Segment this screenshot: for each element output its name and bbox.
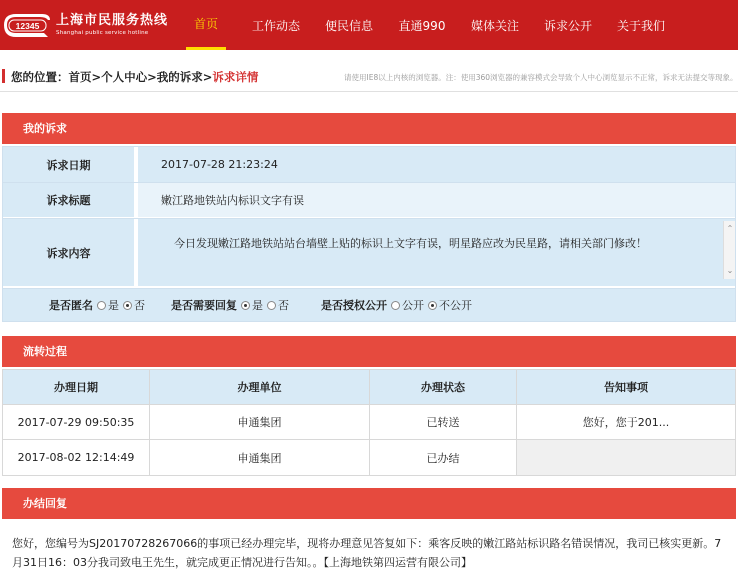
request-date-row — [3, 147, 735, 182]
flow-row1-date: 2017-07-29 09:50:35 — [3, 405, 150, 440]
anonymous-no-text: 否 — [134, 299, 145, 312]
breadcrumb-bar — [0, 60, 738, 92]
public-auth-label: 是否授权公开 — [321, 299, 387, 312]
logo-text — [56, 13, 168, 37]
nav-home[interactable]: 首页 — [186, 0, 226, 50]
logo-subtitle: Shanghai public service hotline — [56, 30, 149, 36]
nav-public-requests[interactable]: 诉求公开 — [543, 18, 592, 33]
request-content-row — [3, 218, 735, 286]
reply-needed-label: 是否需要回复 — [171, 299, 237, 312]
flow-table — [2, 369, 736, 476]
nav-about-us[interactable]: 关于我们 — [616, 18, 665, 33]
reply-needed-option — [171, 289, 289, 321]
scroll-down-arrow-icon[interactable]: ⌄ — [726, 266, 734, 275]
public-auth-option — [321, 289, 472, 321]
flow-row2-unit: 申通集团 — [150, 440, 370, 475]
nav-convenience-info[interactable]: 便民信息 — [324, 18, 373, 33]
content-scrollbar[interactable] — [723, 221, 735, 279]
flow-col-unit: 办理单位 — [150, 370, 370, 405]
breadcrumb-marker — [2, 69, 5, 83]
table-row — [3, 405, 735, 440]
my-request-panel — [2, 146, 736, 322]
anonymous-yes-text: 是 — [108, 299, 119, 312]
nav-media[interactable]: 媒体关注 — [470, 18, 519, 33]
flow-col-date: 办理日期 — [3, 370, 150, 405]
flow-header: 流转过程 — [2, 336, 736, 367]
completion-reply-text: 您好，您编号为SJ20170728267066的事项已经办理完毕，现将办理意见答复如下：乘客反映的嫩江路站标识路名错误情况，我司已核实更新。7月31日16：03分我司致电王先生，就完成更正情况进行告知。。【上海地铁第四运营有限公司】 — [12, 537, 722, 569]
anonymous-option — [49, 289, 145, 321]
top-header — [0, 0, 738, 50]
request-subject-value: 嫩江路地铁站内标识文字有误 — [161, 194, 304, 207]
flow-row2-date: 2017-08-02 12:14:49 — [3, 440, 150, 475]
site-logo[interactable] — [2, 8, 168, 42]
public-no-text: 不公开 — [439, 299, 472, 312]
reply-yes-radio[interactable] — [241, 301, 250, 310]
public-no-radio[interactable] — [428, 301, 437, 310]
logo-number: 12345 — [15, 21, 40, 31]
flow-row2-notice — [517, 440, 735, 475]
breadcrumb-path[interactable]: 您的位置：首页>个人中心>我的诉求> — [11, 70, 213, 84]
flow-table-header — [3, 370, 735, 405]
logo-title: 上海市民服务热线 — [56, 13, 169, 28]
flow-col-notice: 告知事项 — [517, 370, 735, 405]
reply-yes-text: 是 — [252, 299, 263, 312]
nav-direct-990[interactable]: 直通990 — [398, 18, 446, 33]
request-date-label: 诉求日期 — [3, 147, 134, 182]
public-yes-text: 公开 — [402, 299, 424, 312]
main-nav — [186, 0, 671, 50]
public-yes-radio[interactable] — [391, 301, 400, 310]
request-content-box[interactable] — [138, 219, 735, 286]
hotline-logo-badge — [2, 10, 52, 40]
request-content-text: 今日发现嫩江路地铁站站台墙壁上贴的标识上文字有误，明星路应改为民星路，请相关部门修改！ — [174, 237, 647, 250]
request-options-row — [3, 288, 735, 321]
flow-row1-status: 已转送 — [370, 405, 517, 440]
flow-col-status: 办理状态 — [370, 370, 517, 405]
completion-header: 办结回复 — [2, 488, 736, 519]
request-subject-label: 诉求标题 — [3, 183, 134, 217]
scroll-up-arrow-icon[interactable]: ⌃ — [726, 224, 734, 233]
table-row — [3, 440, 735, 475]
anonymous-label: 是否匿名 — [49, 299, 93, 312]
flow-row2-status: 已办结 — [370, 440, 517, 475]
nav-work-updates[interactable]: 工作动态 — [251, 18, 300, 33]
reply-no-text: 否 — [278, 299, 289, 312]
my-request-header: 我的诉求 — [2, 113, 736, 144]
request-subject-row — [3, 182, 735, 217]
request-content-label: 诉求内容 — [3, 219, 134, 286]
browser-notice: 请使用IE8以上内核的浏览器。注：使用360浏览器的兼容模式会导致个人中心浏览显示不正常，诉求无法提交等现象。 — [344, 73, 738, 82]
request-date-value: 2017-07-28 21:23:24 — [161, 158, 278, 171]
breadcrumb — [11, 69, 258, 85]
anonymous-yes-radio[interactable] — [97, 301, 106, 310]
flow-row1-unit: 申通集团 — [150, 405, 370, 440]
flow-row1-notice[interactable]: 您好，您于201... — [517, 405, 735, 440]
anonymous-no-radio[interactable] — [123, 301, 132, 310]
reply-no-radio[interactable] — [267, 301, 276, 310]
breadcrumb-current: 诉求详情 — [212, 70, 259, 84]
